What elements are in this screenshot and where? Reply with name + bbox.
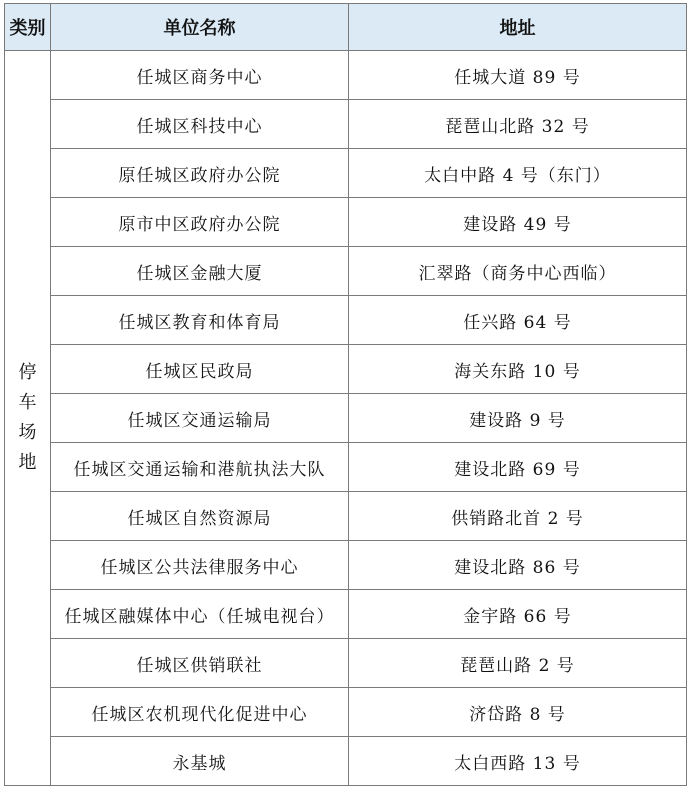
header-category: 类别 bbox=[5, 4, 51, 51]
table-row bbox=[5, 296, 687, 345]
unit-name: 任城区自然资源局 bbox=[51, 492, 349, 541]
unit-address: 汇翠路（商务中心西临） bbox=[349, 247, 687, 296]
unit-address: 建设北路 69 号 bbox=[349, 443, 687, 492]
table-row bbox=[5, 443, 687, 492]
unit-name: 永基城 bbox=[51, 737, 349, 786]
table-row bbox=[5, 345, 687, 394]
table-row bbox=[5, 247, 687, 296]
table-row bbox=[5, 737, 687, 786]
category-cell bbox=[5, 51, 51, 786]
unit-name: 任城区科技中心 bbox=[51, 100, 349, 149]
header-address: 地址 bbox=[349, 4, 687, 51]
table-row bbox=[5, 688, 687, 737]
unit-address: 建设路 9 号 bbox=[349, 394, 687, 443]
unit-address: 供销路北首 2 号 bbox=[349, 492, 687, 541]
unit-address: 济岱路 8 号 bbox=[349, 688, 687, 737]
unit-name: 任城区商务中心 bbox=[51, 51, 349, 100]
table-row bbox=[5, 492, 687, 541]
unit-name: 任城区供销联社 bbox=[51, 639, 349, 688]
parking-table bbox=[4, 3, 687, 786]
unit-address: 建设路 49 号 bbox=[349, 198, 687, 247]
table-row bbox=[5, 590, 687, 639]
unit-address: 金宇路 66 号 bbox=[349, 590, 687, 639]
unit-address: 太白中路 4 号（东门） bbox=[349, 149, 687, 198]
unit-address: 海关东路 10 号 bbox=[349, 345, 687, 394]
unit-name: 任城区教育和体育局 bbox=[51, 296, 349, 345]
table-row bbox=[5, 639, 687, 688]
table-row bbox=[5, 51, 687, 100]
unit-name: 任城区融媒体中心（任城电视台） bbox=[51, 590, 349, 639]
unit-name: 任城区民政局 bbox=[51, 345, 349, 394]
unit-name: 任城区公共法律服务中心 bbox=[51, 541, 349, 590]
unit-name: 原市中区政府办公院 bbox=[51, 198, 349, 247]
unit-name: 任城区交通运输局 bbox=[51, 394, 349, 443]
unit-name: 任城区农机现代化促进中心 bbox=[51, 688, 349, 737]
header-row bbox=[5, 4, 687, 51]
table-row bbox=[5, 394, 687, 443]
header-name: 单位名称 bbox=[51, 4, 349, 51]
unit-address: 琵琶山路 2 号 bbox=[349, 639, 687, 688]
unit-name: 原任城区政府办公院 bbox=[51, 149, 349, 198]
unit-address: 琵琶山北路 32 号 bbox=[349, 100, 687, 149]
unit-name: 任城区交通运输和港航执法大队 bbox=[51, 443, 349, 492]
unit-name: 任城区金融大厦 bbox=[51, 247, 349, 296]
unit-address: 太白西路 13 号 bbox=[349, 737, 687, 786]
unit-address: 任兴路 64 号 bbox=[349, 296, 687, 345]
table-row bbox=[5, 198, 687, 247]
table-row bbox=[5, 100, 687, 149]
table-row bbox=[5, 541, 687, 590]
unit-address: 任城大道 89 号 bbox=[349, 51, 687, 100]
table-row bbox=[5, 149, 687, 198]
category-label: 停车场地 bbox=[18, 362, 37, 473]
unit-address: 建设北路 86 号 bbox=[349, 541, 687, 590]
